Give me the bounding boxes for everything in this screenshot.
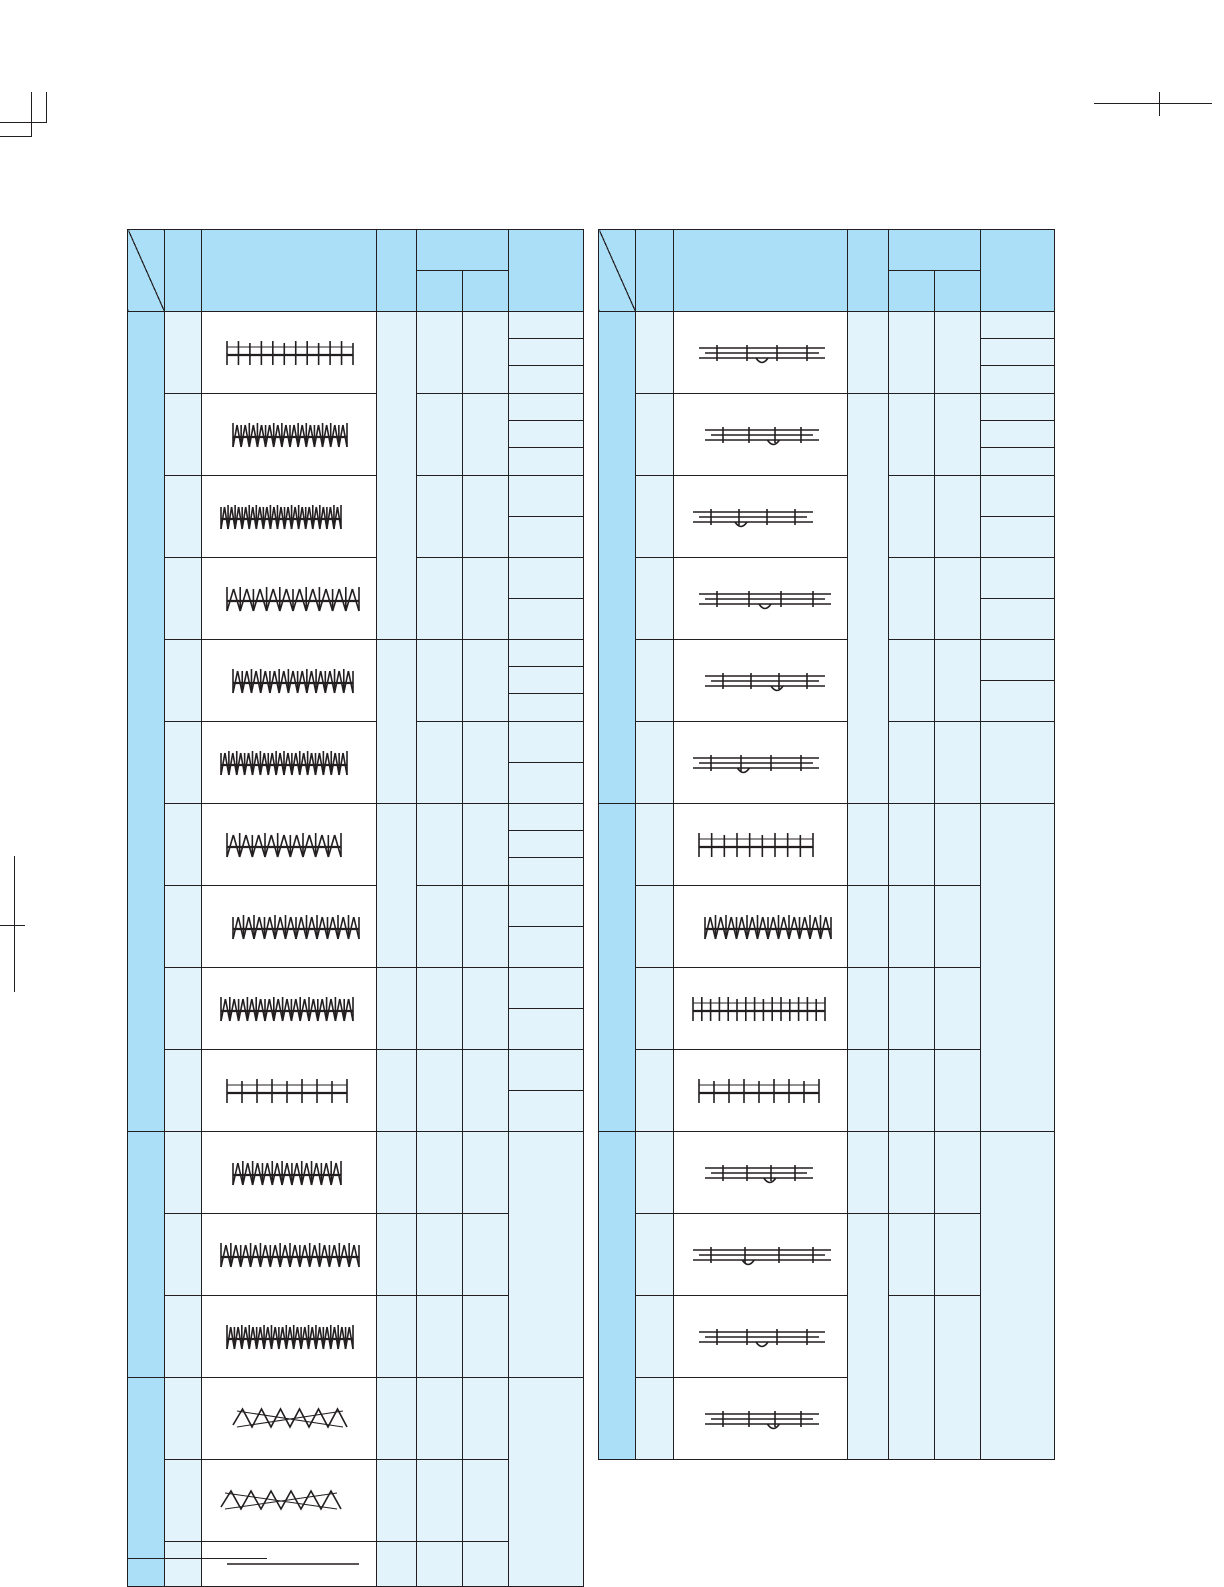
table-row (599, 722, 1055, 804)
notes-cell (509, 558, 584, 599)
pattern-number-cell (165, 804, 202, 886)
width-cell (889, 1050, 935, 1132)
speed-cell (848, 1132, 889, 1214)
width-cell (889, 1296, 935, 1460)
group-label-cell (128, 312, 165, 1132)
feather-stitch-icon (209, 1479, 369, 1523)
rounded-buttonhole-icon (681, 495, 841, 539)
length-cell (463, 476, 509, 558)
speed-cell (377, 1378, 417, 1460)
length-cell (463, 1460, 509, 1542)
pattern-cell (202, 558, 377, 640)
dense-ladder-stitch-icon (681, 1069, 841, 1113)
pattern-number-cell (165, 1296, 202, 1378)
partial-row-icon (209, 1542, 369, 1586)
table-row (128, 804, 584, 831)
width-cell (889, 1214, 935, 1296)
crop-mark-top-left (0, 136, 32, 137)
length-cell (935, 968, 981, 1050)
speed-cell (848, 1214, 889, 1460)
pattern-cell (202, 640, 377, 722)
table-row (599, 804, 1055, 886)
notes-cell (509, 1091, 584, 1132)
length-cell (935, 804, 981, 886)
pattern-cell (674, 1214, 848, 1296)
pattern-number-cell (636, 312, 674, 394)
notes-cell (509, 1378, 584, 1587)
pattern-number-cell (165, 1214, 202, 1296)
pattern-number-cell (636, 1214, 674, 1296)
compact-zigzag-stitch-icon (209, 823, 369, 867)
table-row (599, 312, 1055, 339)
notes-cell (981, 804, 1055, 1132)
speed-cell (377, 1460, 417, 1542)
notes-cell (981, 394, 1055, 421)
length-cell (463, 1378, 509, 1460)
pattern-number-cell (636, 1296, 674, 1378)
length-cell (935, 1050, 981, 1132)
width-cell (889, 640, 935, 722)
small-overcast-stitch-icon (209, 1315, 369, 1359)
pattern-cell (674, 394, 848, 476)
stitch-table-right (598, 229, 1055, 1460)
pattern-cell (674, 1296, 848, 1378)
length-cell (463, 1542, 509, 1587)
double-zigzag-stitch-icon (209, 495, 369, 539)
notes-cell (509, 804, 584, 831)
width-cell (417, 1296, 463, 1378)
short-zigzag-stitch-icon (209, 659, 369, 703)
corner-header-cell (599, 230, 636, 312)
pattern-number-cell (636, 640, 674, 722)
notes-cell (509, 886, 584, 927)
notes-cell (981, 448, 1055, 476)
group-label-cell (128, 1132, 165, 1378)
width-cell (417, 1542, 463, 1587)
width-cell (417, 640, 463, 722)
stretch-buttonhole-icon (681, 659, 841, 703)
notes-cell (981, 366, 1055, 394)
pattern-cell (674, 1132, 848, 1214)
notes-cell (509, 968, 584, 1009)
length-cell (935, 1132, 981, 1214)
width-cell (417, 968, 463, 1050)
pattern-cell (674, 476, 848, 558)
pattern-cell (202, 476, 377, 558)
header-cell (202, 230, 377, 312)
length-cell (463, 722, 509, 804)
length-cell (935, 312, 981, 394)
length-cell (463, 1296, 509, 1378)
width-cell (889, 558, 935, 640)
header-subcell (935, 271, 981, 312)
pattern-number-cell (165, 558, 202, 640)
group-label-cell (128, 1378, 165, 1587)
darning-stitch-icon (681, 1315, 841, 1359)
width-cell (417, 394, 463, 476)
blind-hem-stitch-icon (209, 413, 369, 457)
corner-header-cell (128, 230, 165, 312)
length-cell (463, 968, 509, 1050)
notes-cell (981, 1132, 1055, 1460)
eyelet-stitch-icon (681, 1233, 841, 1277)
speed-cell (377, 804, 417, 968)
crop-mark-left-middle (14, 856, 15, 992)
dense-zigzag-stitch-icon (209, 331, 369, 375)
pattern-cell (202, 1542, 377, 1587)
speed-cell (377, 1050, 417, 1132)
pattern-number-cell (636, 394, 674, 476)
cross-stitch-icon (209, 1397, 369, 1441)
length-cell (935, 722, 981, 804)
pattern-number-cell (165, 394, 202, 476)
notes-cell (509, 421, 584, 448)
width-cell (889, 312, 935, 394)
header-cell (848, 230, 889, 312)
pattern-cell (202, 1214, 377, 1296)
pattern-cell (674, 312, 848, 394)
header-cell (509, 230, 584, 312)
header-subcell (463, 271, 509, 312)
width-cell (417, 1214, 463, 1296)
stitch-table-left (127, 229, 584, 1587)
header-cell (636, 230, 674, 312)
notes-cell (509, 339, 584, 366)
pattern-number-cell (165, 886, 202, 968)
width-cell (417, 722, 463, 804)
width-cell (417, 312, 463, 394)
notes-cell (981, 640, 1055, 681)
pattern-number-cell (165, 722, 202, 804)
notes-cell (509, 366, 584, 394)
pattern-number-cell (165, 1132, 202, 1214)
speed-cell (377, 640, 417, 804)
open-zigzag-stitch-icon (209, 741, 369, 785)
pattern-number-cell (636, 558, 674, 640)
notes-cell (981, 517, 1055, 558)
length-cell (935, 640, 981, 722)
pattern-cell (202, 722, 377, 804)
pattern-number-cell (165, 1542, 202, 1587)
buttonhole-stitch-icon (681, 331, 841, 375)
pattern-number-cell (636, 1378, 674, 1460)
pattern-cell (674, 722, 848, 804)
width-cell (417, 1378, 463, 1460)
notes-cell (509, 667, 584, 694)
width-cell (889, 394, 935, 476)
header-subcell (889, 271, 935, 312)
pattern-cell (202, 1378, 377, 1460)
width-cell (417, 886, 463, 968)
width-cell (889, 476, 935, 558)
table-row (128, 476, 584, 517)
notes-cell (509, 640, 584, 667)
table-row (599, 476, 1055, 517)
notes-cell (981, 312, 1055, 339)
pattern-number-cell (636, 1050, 674, 1132)
long-buttonhole-icon (681, 741, 841, 785)
notes-cell (981, 558, 1055, 599)
width-cell (889, 722, 935, 804)
table-row (599, 1132, 1055, 1214)
table-row (128, 1050, 584, 1091)
regular-zigzag-stitch-icon (209, 905, 369, 949)
pattern-cell (674, 558, 848, 640)
wide-zigzag-stitch-icon (209, 577, 369, 621)
crop-mark-top-left (31, 92, 32, 137)
speed-cell (377, 1214, 417, 1296)
pattern-cell (674, 968, 848, 1050)
width-cell (889, 1132, 935, 1214)
pattern-number-cell (165, 476, 202, 558)
width-cell (417, 476, 463, 558)
small-blind-stitch-icon (209, 1233, 369, 1277)
group-label-cell (599, 312, 636, 804)
partial-rule (127, 1558, 267, 1559)
pattern-cell (674, 1378, 848, 1460)
pattern-number-cell (636, 886, 674, 968)
crop-mark-top-left (0, 122, 47, 123)
length-cell (463, 394, 509, 476)
width-cell (417, 1050, 463, 1132)
pattern-number-cell (165, 640, 202, 722)
notes-cell (509, 599, 584, 640)
length-cell (935, 394, 981, 476)
speed-cell (377, 1542, 417, 1587)
reinforced-bar-tack-icon (681, 1397, 841, 1441)
straight-blind-stitch-icon (681, 905, 841, 949)
speed-cell (848, 312, 889, 394)
ladder-stitch-icon (681, 987, 841, 1031)
pattern-number-cell (165, 1378, 202, 1460)
table-row (128, 394, 584, 421)
group-label-cell (599, 804, 636, 1132)
speed-cell (848, 394, 889, 804)
pattern-cell (202, 312, 377, 394)
notes-cell (981, 421, 1055, 448)
header-cell (674, 230, 848, 312)
pattern-number-cell (636, 1132, 674, 1214)
crop-mark-top-right (1094, 103, 1212, 104)
header-cell (377, 230, 417, 312)
pattern-cell (674, 886, 848, 968)
notes-cell (981, 722, 1055, 804)
pattern-cell (202, 804, 377, 886)
table-row (128, 558, 584, 599)
length-cell (935, 886, 981, 968)
pattern-cell (674, 804, 848, 886)
pattern-cell (202, 1460, 377, 1542)
pattern-cell (202, 394, 377, 476)
pattern-number-cell (636, 476, 674, 558)
small-zigzag-stitch-icon (209, 1151, 369, 1195)
speed-cell (377, 1296, 417, 1378)
length-cell (463, 1214, 509, 1296)
bar-tack-buttonhole-icon (681, 577, 841, 621)
pattern-number-cell (165, 1050, 202, 1132)
table-row (128, 1378, 584, 1460)
speed-cell (377, 1132, 417, 1214)
notes-cell (509, 448, 584, 476)
table-row (599, 640, 1055, 681)
length-cell (935, 1214, 981, 1296)
width-cell (889, 886, 935, 968)
speed-cell (377, 312, 417, 640)
satin-zigzag-stitch-icon (681, 823, 841, 867)
length-cell (463, 558, 509, 640)
notes-cell (509, 394, 584, 421)
pattern-cell (202, 1132, 377, 1214)
pattern-cell (202, 886, 377, 968)
table-row (599, 394, 1055, 421)
notes-cell (509, 1009, 584, 1050)
crop-mark-top-right (1159, 92, 1160, 116)
length-cell (463, 1050, 509, 1132)
pattern-cell (202, 1050, 377, 1132)
length-cell (463, 312, 509, 394)
notes-cell (509, 722, 584, 763)
length-cell (463, 886, 509, 968)
length-cell (463, 804, 509, 886)
table-row (128, 640, 584, 667)
keyhole-buttonhole-icon (681, 413, 841, 457)
table-row (599, 558, 1055, 599)
pattern-cell (202, 1296, 377, 1378)
width-cell (417, 558, 463, 640)
pattern-number-cell (636, 804, 674, 886)
length-cell (935, 1296, 981, 1460)
notes-cell (509, 927, 584, 968)
width-cell (889, 804, 935, 886)
long-overcast-stitch-icon (209, 987, 369, 1031)
table-row (128, 722, 584, 763)
table-row (128, 886, 584, 927)
table-row (128, 312, 584, 339)
notes-cell (509, 312, 584, 339)
notes-cell (981, 339, 1055, 366)
table-row (128, 968, 584, 1009)
heavy-overcast-stitch-icon (209, 1069, 369, 1113)
speed-cell (377, 968, 417, 1050)
width-cell (417, 1132, 463, 1214)
notes-cell (509, 858, 584, 886)
notes-cell (509, 831, 584, 858)
group-label-cell (599, 1132, 636, 1460)
length-cell (463, 1132, 509, 1214)
crop-mark-top-left (46, 92, 47, 123)
header-cell (165, 230, 202, 312)
pattern-cell (202, 968, 377, 1050)
header-subcell (417, 271, 463, 312)
notes-cell (509, 476, 584, 517)
speed-cell (848, 804, 889, 886)
pattern-cell (674, 640, 848, 722)
length-cell (935, 558, 981, 640)
notes-cell (981, 681, 1055, 722)
width-cell (417, 804, 463, 886)
pattern-number-cell (165, 312, 202, 394)
speed-cell (848, 968, 889, 1050)
speed-cell (848, 886, 889, 968)
header-cell (981, 230, 1055, 312)
width-cell (417, 1460, 463, 1542)
header-cell (889, 230, 981, 271)
pattern-number-cell (636, 968, 674, 1050)
notes-cell (981, 476, 1055, 517)
straight-bar-tack-icon (681, 1151, 841, 1195)
pattern-number-cell (165, 968, 202, 1050)
speed-cell (848, 1050, 889, 1132)
pattern-number-cell (165, 1460, 202, 1542)
notes-cell (509, 694, 584, 722)
notes-cell (509, 1132, 584, 1378)
width-cell (889, 968, 935, 1050)
notes-cell (509, 1050, 584, 1091)
pattern-number-cell (636, 722, 674, 804)
notes-cell (509, 517, 584, 558)
header-cell (417, 230, 509, 271)
notes-cell (509, 763, 584, 804)
notes-cell (981, 599, 1055, 640)
pattern-cell (674, 1050, 848, 1132)
table-row (128, 1132, 584, 1214)
length-cell (463, 640, 509, 722)
length-cell (935, 476, 981, 558)
crop-mark-left-middle (0, 925, 25, 926)
